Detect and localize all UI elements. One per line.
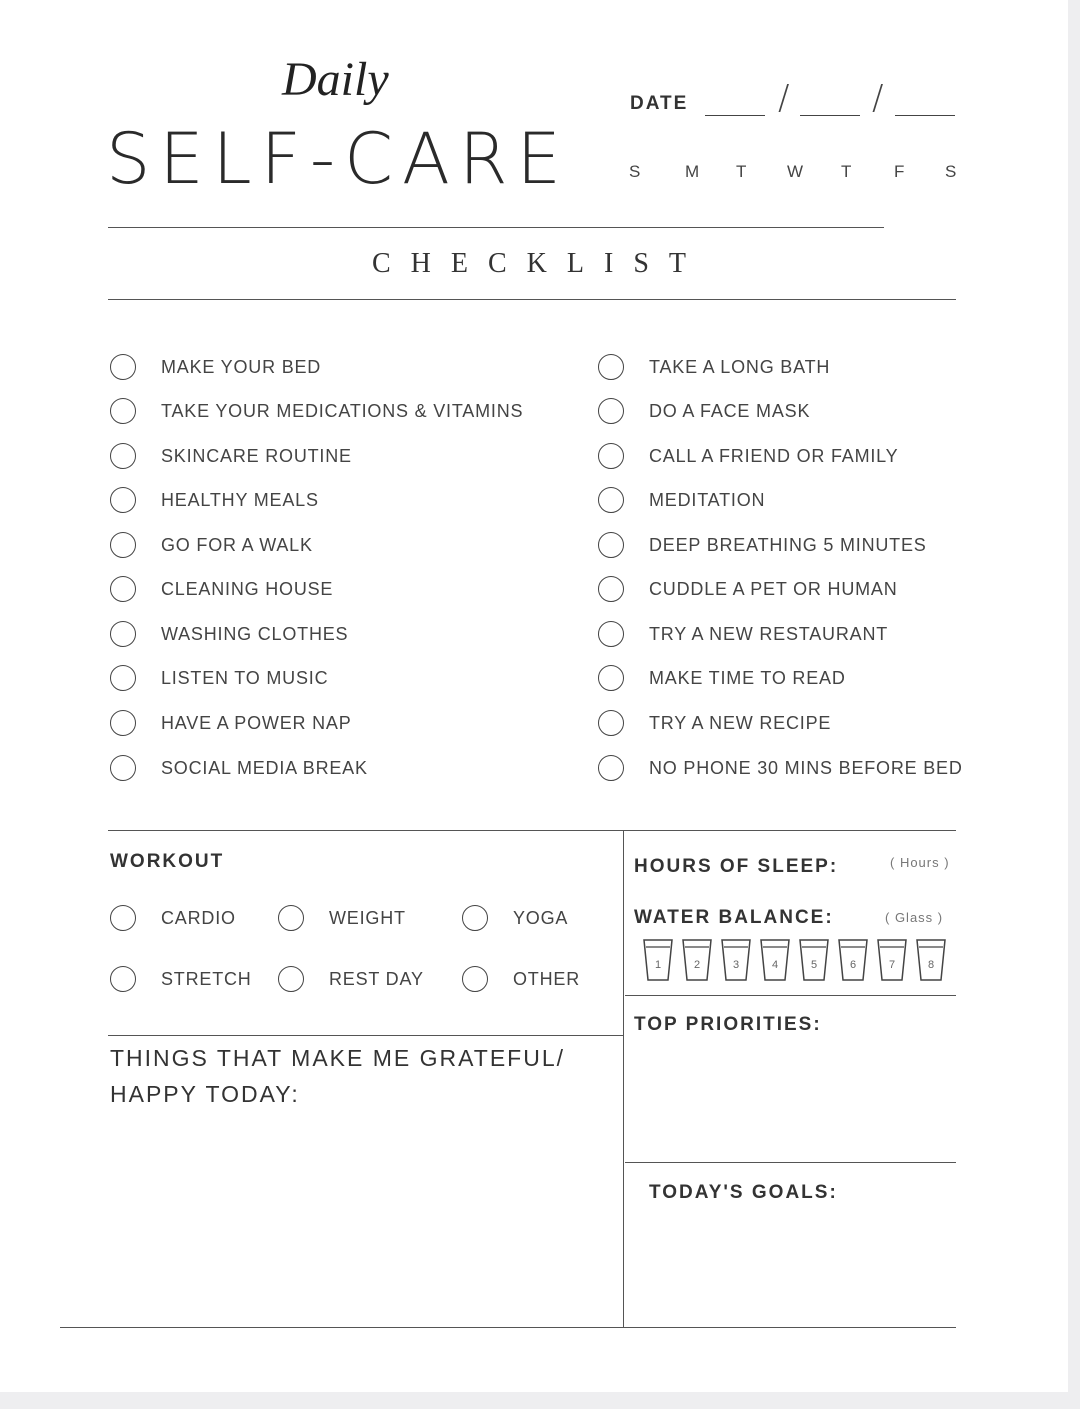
checklist-item-label: WASHING CLOTHES <box>161 624 349 644</box>
checkbox[interactable] <box>598 487 624 513</box>
water-glass-icon[interactable] <box>643 938 673 982</box>
water-glass-icon[interactable] <box>877 938 907 982</box>
checklist-heading: CHECKLIST <box>372 248 706 279</box>
workout-option-label: WEIGHT <box>329 908 406 928</box>
checklist-item-label: CUDDLE A PET OR HUMAN <box>649 579 898 599</box>
weekday-tuesday[interactable]: T <box>736 162 747 181</box>
date-month-line[interactable] <box>800 115 860 116</box>
divider <box>625 1162 956 1163</box>
checkbox[interactable] <box>598 532 624 558</box>
checklist-item-label: MAKE YOUR BED <box>161 357 322 377</box>
water-glass-icon[interactable] <box>799 938 829 982</box>
column-divider <box>623 830 624 1328</box>
checklist-item-label: MEDITATION <box>649 490 766 510</box>
grateful-label: THINGS THAT MAKE ME GRATEFUL/ HAPPY TODAY: <box>110 1045 566 1107</box>
script-title: Daily <box>282 53 389 106</box>
water-glass-icon[interactable] <box>721 938 751 982</box>
checkbox[interactable] <box>598 755 624 781</box>
checklist-item-label: TAKE YOUR MEDICATIONS & VITAMINS <box>161 401 524 421</box>
checklist-item-label: TAKE A LONG BATH <box>649 357 831 377</box>
workout-title: WORKOUT <box>110 851 225 872</box>
workout-option-label: CARDIO <box>161 908 236 928</box>
workout-option-label: REST DAY <box>329 969 424 989</box>
checklist-item-label: MAKE TIME TO READ <box>649 668 846 688</box>
date-label: DATE <box>630 93 689 114</box>
checkbox[interactable] <box>110 621 136 647</box>
sleep-unit: ( Hours ) <box>890 855 950 870</box>
glass-number: 4 <box>771 959 779 971</box>
water-glass-icon[interactable] <box>838 938 868 982</box>
checkbox[interactable] <box>110 905 136 931</box>
water-unit: ( Glass ) <box>885 910 944 925</box>
checklist-item-label: LISTEN TO MUSIC <box>161 668 329 688</box>
divider <box>108 227 884 228</box>
checkbox[interactable] <box>598 665 624 691</box>
divider <box>625 995 956 996</box>
checklist-item-label: DEEP BREATHING 5 MINUTES <box>649 535 927 555</box>
checkbox[interactable] <box>598 354 624 380</box>
glass-number: 8 <box>927 959 935 971</box>
checklist-item-label: CLEANING HOUSE <box>161 579 334 599</box>
checkbox[interactable] <box>110 532 136 558</box>
priorities-label: TOP PRIORITIES: <box>634 1014 822 1035</box>
divider <box>108 1035 623 1036</box>
checklist-item-label: HEALTHY MEALS <box>161 490 319 510</box>
sleep-label: HOURS OF SLEEP: <box>634 856 839 877</box>
checklist-item-label: SKINCARE ROUTINE <box>161 446 352 466</box>
checkbox[interactable] <box>110 966 136 992</box>
checklist-item-label: TRY A NEW RECIPE <box>649 713 832 733</box>
glass-number: 2 <box>693 959 701 971</box>
workout-option-label: YOGA <box>513 908 569 928</box>
weekday-wednesday[interactable]: W <box>787 162 804 181</box>
weekday-friday[interactable]: F <box>894 162 905 181</box>
checklist-item-label: CALL A FRIEND OR FAMILY <box>649 446 899 466</box>
glass-number: 3 <box>732 959 740 971</box>
glass-number: 7 <box>888 959 896 971</box>
water-glass-icon[interactable] <box>916 938 946 982</box>
checklist-item-label: GO FOR A WALK <box>161 535 313 555</box>
checklist-item-label: SOCIAL MEDIA BREAK <box>161 758 368 778</box>
checkbox[interactable] <box>110 487 136 513</box>
weekday-thursday[interactable]: T <box>841 162 852 181</box>
checklist-item-label: TRY A NEW RESTAURANT <box>649 624 889 644</box>
checkbox[interactable] <box>110 398 136 424</box>
checkbox[interactable] <box>110 755 136 781</box>
weekday-saturday[interactable]: S <box>945 162 957 181</box>
checklist-item-label: DO A FACE MASK <box>649 401 811 421</box>
checklist-item-label: HAVE A POWER NAP <box>161 713 352 733</box>
divider <box>108 830 956 831</box>
checkbox[interactable] <box>598 710 624 736</box>
checkbox[interactable] <box>278 905 304 931</box>
checkbox[interactable] <box>278 966 304 992</box>
checkbox[interactable] <box>110 665 136 691</box>
water-glass-icon[interactable] <box>682 938 712 982</box>
checkbox[interactable] <box>110 354 136 380</box>
weekday-monday[interactable]: M <box>685 162 700 181</box>
checkbox[interactable] <box>462 905 488 931</box>
date-separator: / <box>778 78 790 118</box>
workout-option-label: STRETCH <box>161 969 252 989</box>
goals-label: TODAY'S GOALS: <box>649 1182 838 1203</box>
checkbox[interactable] <box>110 443 136 469</box>
water-glass-icon[interactable] <box>760 938 790 982</box>
glass-number: 5 <box>810 959 818 971</box>
date-separator: / <box>872 78 884 118</box>
water-label: WATER BALANCE: <box>634 907 834 928</box>
main-title: SELF-CARE <box>106 118 570 200</box>
checkbox[interactable] <box>598 621 624 647</box>
checklist-item-label: NO PHONE 30 MINS BEFORE BED <box>649 758 963 778</box>
checkbox[interactable] <box>598 576 624 602</box>
workout-option-label: OTHER <box>513 969 580 989</box>
checkbox[interactable] <box>598 443 624 469</box>
date-day-line[interactable] <box>705 115 765 116</box>
checkbox[interactable] <box>110 710 136 736</box>
checkbox[interactable] <box>462 966 488 992</box>
weekday-sunday[interactable]: S <box>629 162 641 181</box>
checkbox[interactable] <box>598 398 624 424</box>
glass-number: 1 <box>654 959 662 971</box>
glass-number: 6 <box>849 959 857 971</box>
divider <box>108 299 956 300</box>
checkbox[interactable] <box>110 576 136 602</box>
date-year-line[interactable] <box>895 115 955 116</box>
divider <box>60 1327 956 1328</box>
